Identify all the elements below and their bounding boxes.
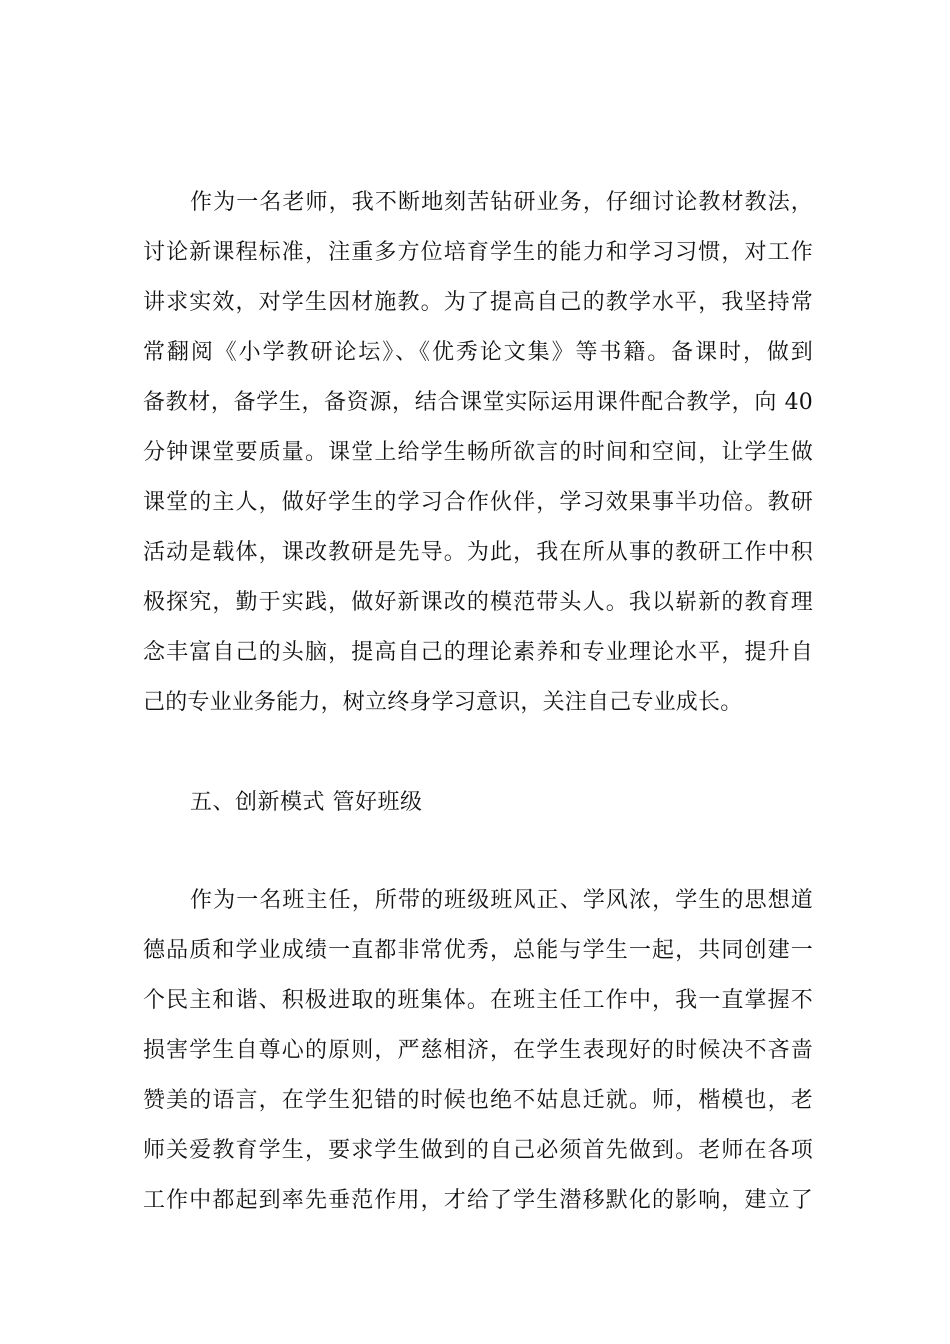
paragraph-line: 讨论新课程标准，注重多方位培育学生的能力和学习习惯，对工作	[143, 240, 813, 265]
paragraph-line: 个民主和谐、积极进取的班集体。在班主任工作中，我一直掌握不	[143, 988, 813, 1013]
paragraph-line: 己的专业业务能力，树立终身学习意识，关注自己专业成长。	[143, 690, 743, 715]
paragraph-line: 念丰富自己的头脑，提高自己的理论素养和专业理论水平，提升自	[143, 640, 813, 665]
section-heading: 五、创新模式 管好班级	[190, 790, 423, 815]
paragraph-line: 作为一名老师，我不断地刻苦钻研业务，仔细讨论教材教法，	[190, 190, 813, 215]
paragraph-line: 讲求实效，对学生因材施教。为了提高自己的教学水平，我坚持常	[143, 290, 813, 315]
paragraph-line: 备教材，备学生，备资源，结合课堂实际运用课件配合教学，向 40	[143, 390, 813, 415]
paragraph-line: 作为一名班主任，所带的班级班风正、学风浓，学生的思想道	[190, 888, 813, 913]
paragraph-line: 德品质和学业成绩一直都非常优秀，总能与学生一起，共同创建一	[143, 938, 813, 963]
paragraph-line: 师关爱教育学生，要求学生做到的自己必须首先做到。老师在各项	[143, 1138, 813, 1163]
paragraph-line: 常翻阅《小学教研论坛》、《优秀论文集》等书籍。备课时，做到	[143, 340, 813, 365]
paragraph-line: 损害学生自尊心的原则，严慈相济，在学生表现好的时候决不吝啬	[143, 1038, 813, 1063]
paragraph-line: 活动是载体，课改教研是先导。为此，我在所从事的教研工作中积	[143, 540, 813, 565]
paragraph-line: 赞美的语言，在学生犯错的时候也绝不姑息迁就。师，楷模也，老	[143, 1088, 813, 1113]
paragraph-line: 工作中都起到率先垂范作用，才给了学生潜移默化的影响，建立了	[143, 1188, 813, 1213]
paragraph-line: 课堂的主人，做好学生的学习合作伙伴，学习效果事半功倍。教研	[143, 490, 813, 515]
paragraph-line: 分钟课堂要质量。课堂上给学生畅所欲言的时间和空间，让学生做	[143, 440, 813, 465]
paragraph-line: 极探究，勤于实践，做好新课改的模范带头人。我以崭新的教育理	[143, 590, 813, 615]
